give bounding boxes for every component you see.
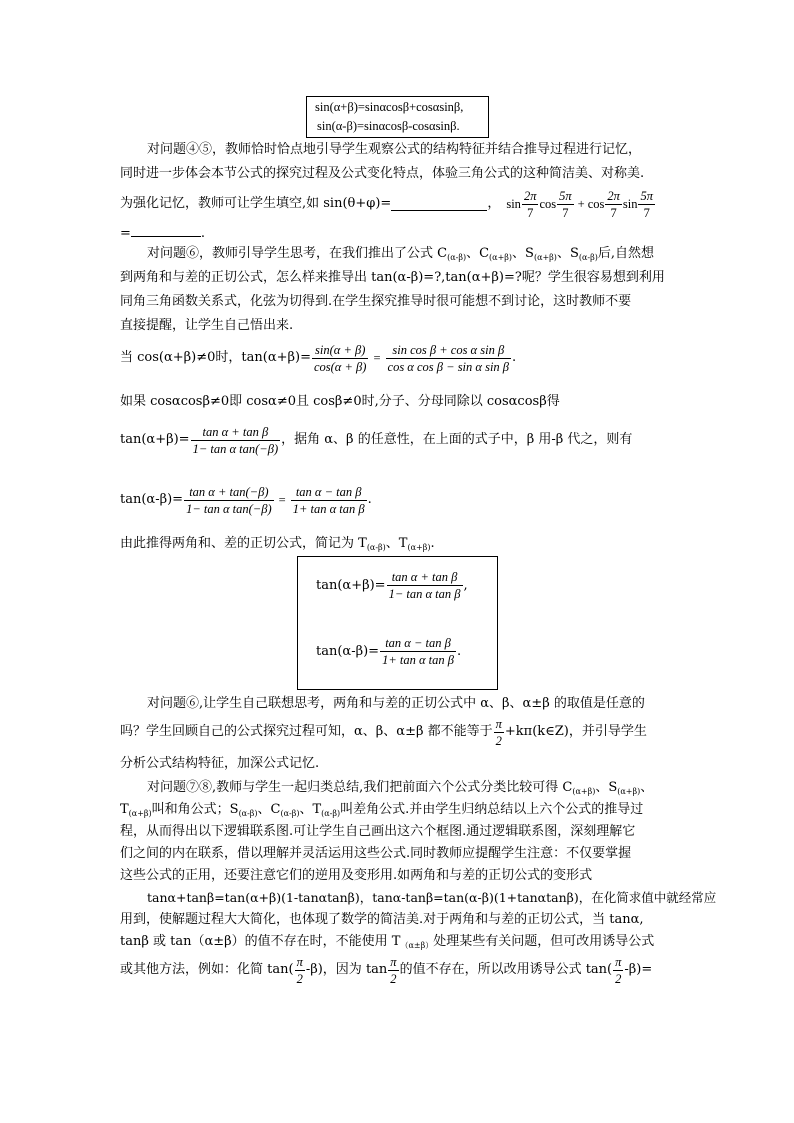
para5-line2: 吗？学生回顾自己的公式探究过程可知，α、β、α±β 都不能等于 $\frac{\pi}{2}$ +kπ(k∈Z)，并引导学生: [120, 716, 647, 748]
para1-line1: 对问题④⑤，教师恰时恰点地引导学生观察公式的结构特征并结合推导过程进行记忆，: [147, 142, 642, 157]
formula-sin-sum: sin(α+β)=sinαcosβ+cosαsinβ,: [315, 100, 464, 114]
comma: ，: [487, 196, 501, 211]
equation-tan-sum: tan(α+β)= $\frac{\text{tan α + tan β}}{\text{1− tan α tan(−β)}}$ ，据角 α、β 的任意性，在上面的式子中，β 用-β 代之，则有: [120, 424, 633, 456]
para6-line3: 程，从而得出以下逻辑联系图.可让学生自己画出这六个框图.通过逻辑联系图，深刻理解它: [120, 824, 636, 839]
para2-line2: 到两角和与差的正切公式，怎么样来推导出 tan(α-β)=?,tan(α+β)=?呢？学生很容易想到利用: [120, 270, 665, 285]
period: .: [200, 226, 206, 241]
sin-text: sin: [506, 197, 521, 211]
para6-line1: 对问题⑦⑧,教师与学生一起归类总结,我们把前面六个公式分类比较可得 $C_{(\alpha+\beta)}$、$S_{(\alpha+\beta)}$、: [147, 780, 654, 796]
para5-line3: 分析公式结构特征，加深公式记忆.: [120, 756, 320, 771]
para6-line5: 这些公式的正用，还要注意它们的逆用及变形用.如两角和与差的正切公式的变形式: [120, 868, 593, 883]
para6-line2: $T_{(\alpha+\beta)}$叫和角公式；$S_{(\alpha-\beta)}$、$C_{(\alpha-\beta)}$、$T_{(\alpha-\beta)}$叫差角公式.并由学生归纳总结以上六个公式的推导过: [120, 802, 644, 818]
para1-line3-text: 为强化记忆，教师可让学生填空,如 sin(θ+φ)=: [120, 196, 392, 211]
equation-tan-diff: tan(α-β)= $\frac{\text{tan α + tan(−β)}}{\text{1− tan α tan(−β)}}$ = $\frac{\text{tan α − tan β}}{\text{1+ tan α tan β}}$ .: [120, 484, 372, 516]
formula-tan-diff: tan(α-β)= $\frac{\text{tan α − tan β}}{\text{1+ tan α tan β}}$ .: [316, 636, 462, 667]
fill-blank-2[interactable]: [131, 224, 201, 237]
para3: 如果 cosαcosβ≠0即 cosα≠0且 cosβ≠0时,分子、分母同除以 cosαcosβ得: [120, 394, 560, 409]
para5-line1: 对问题⑥,让学生自己联想思考，两角和与差的正切公式中 α、β、α±β 的取值是任意的: [147, 696, 645, 711]
formula-sin-diff: sin(α-β)=sinαcosβ-cosαsinβ.: [317, 119, 460, 133]
para2-line1: 对问题⑥，教师引导学生思考，在我们推出了公式 $C_{(\alpha-\beta)}$、$C_{(\alpha+\beta)}$、$S_{(\alpha+\beta)}$、$S_{(\alpha-\beta)}$后,自然想: [147, 246, 654, 262]
fraction-5pi-7: $\frac{5\pi}{7}$: [559, 188, 572, 220]
fraction-2pi-7: $\frac{2\pi}{7}$: [523, 188, 537, 220]
formula-box-tan: [297, 556, 498, 690]
formula-box-sin: [306, 96, 489, 138]
para7-line1: tanα+tanβ=tan(α+β)(1-tanαtanβ)，tanα-tanβ=tan(α-β)(1+tanαtanβ)，在化简求值中就经常应: [147, 890, 717, 905]
fraction-5pi-7-b: $\frac{5\pi}{7}$: [640, 188, 653, 220]
fill-blank-1[interactable]: [391, 198, 487, 211]
para4: 由此推得两角和、差的正切公式，简记为 $T_{(\alpha-\beta)}$、$T_{(\alpha+\beta)}$.: [120, 536, 435, 552]
para1-line2: 同时进一步体会本节公式的探究过程及公式变化特点，体验三角公式的这种简洁美、对称美.: [120, 166, 645, 181]
para7-line4: 或其他方法，例如：化简 tan( $\frac{\pi}{2}$ -β)，因为 tan $\frac{\pi}{2}$ 的值不存在，所以改用诱导公式 tan( $\frac{\pi}{2}$ -β)=: [120, 954, 653, 986]
para7-line2: 用到，使解题过程大大简化，也体现了数学的简洁美.对于两角和与差的正切公式，当 tanα,: [120, 912, 644, 927]
formula-tan-sum: tan(α+β)= $\frac{\text{tan α + tan β}}{\text{1− tan α tan β}}$ ,: [316, 570, 468, 601]
cos-text-2: cos: [587, 197, 605, 211]
para1-line4: [120, 224, 205, 242]
equation-tan-sum-derivation: 当 cos(α+β)≠0时，tan(α+β)= $\frac{\sin(\alpha + \beta)}{\cos(\alpha + \beta)}$ = $\frac{\text{sin cos β + cos α sin β}}{\text{cos α cos β − sin α sin β}}$ .: [120, 342, 517, 374]
sin-text-2: sin: [622, 197, 638, 211]
equals-sign: =: [120, 226, 131, 241]
cos-text: cos: [539, 197, 557, 211]
para2-line3: 同角三角函数关系式，化弦为切得到.在学生探究推导时很可能想不到讨论，这时教师不要: [120, 294, 632, 309]
para6-line4: 们之间的内在联系，借以理解并灵活运用这些公式.同时教师应提醒学生注意：不仅要掌握: [120, 846, 632, 861]
para2-line4: 直接提醒，让学生自己悟出来.: [120, 318, 294, 333]
fraction-2pi-7-b: $\frac{2\pi}{7}$: [607, 188, 620, 220]
plus-sign: +: [577, 197, 585, 211]
para1-line3: [120, 186, 656, 222]
para7-line3: tanβ 或 tan（α±β）的值不存在时，不能使用 $T_{(\alpha\pm\beta)}$处理某些有关问题，但可改用诱导公式: [120, 934, 655, 950]
